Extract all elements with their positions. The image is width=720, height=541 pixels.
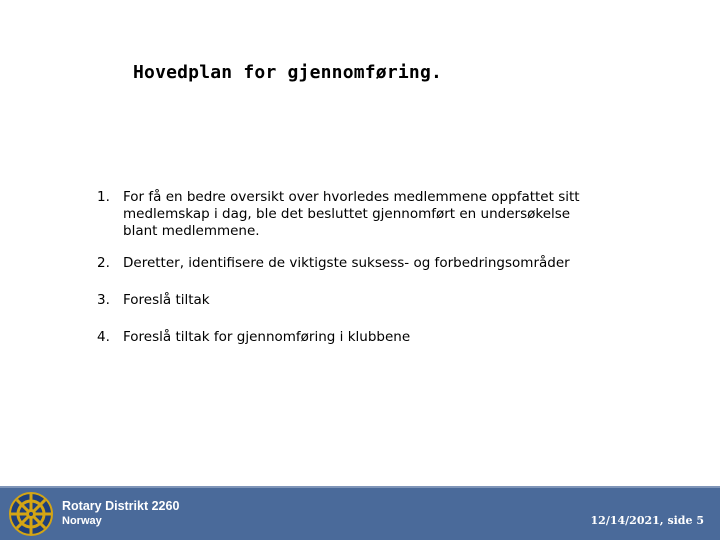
list-item-number: 3. bbox=[97, 292, 110, 308]
footer-bar bbox=[0, 486, 720, 540]
list-item-text: Deretter, identifisere de viktigste suksess- og forbedringsområder bbox=[123, 255, 570, 271]
list-item bbox=[97, 189, 697, 240]
list-item-number: 4. bbox=[97, 329, 110, 345]
rotary-wheel-icon bbox=[8, 491, 54, 537]
list-item-number: 2. bbox=[97, 255, 110, 271]
list-item-text: Foreslå tiltak for gjennomføring i klubbene bbox=[123, 329, 411, 345]
country-label: Norway bbox=[62, 515, 102, 527]
list-item bbox=[97, 329, 697, 346]
date-page-label: 12/14/2021, side 5 bbox=[590, 514, 704, 527]
list-item-number: 1. bbox=[97, 189, 110, 205]
list-item-text: For få en bedre oversikt over hvorledes medlemmene oppfattet sitt medlemskap i dag, ble det besluttet gjennomført en undersøkelse blant medlemmene. bbox=[123, 189, 580, 239]
list-item-text: Foreslå tiltak bbox=[123, 292, 210, 308]
slide-title: Hovedplan for gjennomføring. bbox=[133, 62, 443, 83]
plan-list bbox=[97, 189, 697, 346]
organization-name: Rotary Distrikt 2260 bbox=[62, 499, 180, 513]
list-item bbox=[97, 255, 697, 272]
list-item bbox=[97, 292, 697, 309]
